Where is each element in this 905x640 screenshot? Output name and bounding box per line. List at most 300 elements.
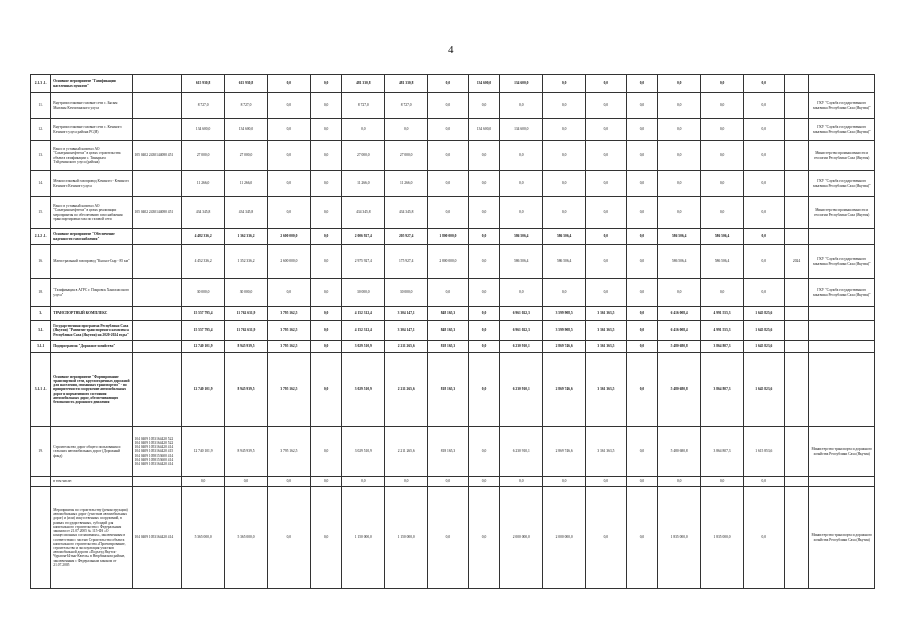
- amount-cell: 0,0: [658, 279, 701, 307]
- amount-cell: 0,0: [658, 75, 701, 93]
- amount-cell: 818 165,3: [428, 341, 469, 353]
- amount-cell: 1 645 823,6: [744, 341, 785, 353]
- amount-cell: 434 345,8: [225, 197, 268, 229]
- amount-cell: 3 361 363,5: [586, 307, 627, 321]
- amount-cell: 0,0: [310, 229, 342, 245]
- table-row: [31, 229, 875, 245]
- amount-cell: 11 762 631,9: [225, 321, 268, 341]
- amount-cell: 1 352 336,2: [225, 245, 268, 279]
- executor-cell: [809, 477, 875, 487]
- amount-cell: 0,0: [500, 93, 543, 119]
- amount-cell: 175 927,4: [385, 245, 428, 279]
- amount-cell: 3 029 510,9: [342, 353, 385, 427]
- amount-cell: 2024: [784, 245, 809, 279]
- amount-cell: 2 869 746,6: [543, 341, 586, 353]
- budget-code-cell: [132, 477, 182, 487]
- amount-cell: 2 211 265,6: [385, 427, 428, 477]
- amount-cell: 0,0: [586, 477, 627, 487]
- table-row: [31, 321, 875, 341]
- amount-cell: 0,0: [626, 487, 658, 589]
- amount-cell: [784, 197, 809, 229]
- amount-cell: 0,0: [385, 119, 428, 141]
- amount-cell: 0,0: [701, 171, 744, 197]
- amount-cell: 0,0: [468, 321, 500, 341]
- amount-cell: 134 600,0: [500, 75, 543, 93]
- table-row: [31, 197, 875, 229]
- amount-cell: 848 165,3: [428, 307, 469, 321]
- amount-cell: 1 150 000,0: [385, 487, 428, 589]
- row-number-cell: 12.: [31, 119, 51, 141]
- description-cell: Межпоселковый газопровод Кэчинэгэ - Кэчинэгэ Кэчинэгэ Кэчинэгэ улуса: [51, 171, 132, 197]
- table-row: [31, 171, 875, 197]
- amount-cell: 3 304 147,1: [385, 307, 428, 321]
- table-row: [31, 141, 875, 171]
- amount-cell: 15 557 795,4: [182, 307, 225, 321]
- amount-cell: 0,0: [310, 321, 342, 341]
- description-cell: Основное мероприятие "Обеспечение надежности газоснабжения": [51, 229, 132, 245]
- amount-cell: 3 795 162,5: [267, 341, 310, 353]
- amount-cell: 0,0: [626, 229, 658, 245]
- amount-cell: 4 991 555,3: [701, 307, 744, 321]
- amount-cell: 0,0: [500, 141, 543, 171]
- amount-cell: 27 000,0: [342, 141, 385, 171]
- amount-cell: 8 727,0: [342, 93, 385, 119]
- amount-cell: 0,0: [385, 477, 428, 487]
- amount-cell: 134 600,0: [225, 119, 268, 141]
- amount-cell: 1 150 000,0: [342, 487, 385, 589]
- amount-cell: 3 795 162,5: [267, 353, 310, 427]
- table-row: [31, 119, 875, 141]
- amount-cell: 3 599 908,5: [543, 321, 586, 341]
- budget-code-cell: [132, 93, 182, 119]
- amount-cell: 6 230 910,1: [500, 427, 543, 477]
- amount-cell: 5 365 000,0: [225, 487, 268, 589]
- amount-cell: 6 961 022,3: [500, 307, 543, 321]
- amount-cell: 30 000,0: [385, 279, 428, 307]
- description-cell: Мероприятия по строительству (реконструкции) автомобильных дорог (участков автомобильных дорог) и (или) искусственных сооружений, в рамках государственных, субсидий для капитального строительства с Федеральным законом от 21.07.2005 № 115-ФЗ «О концессионных соглашениях», заключенным в соответствии с частью Строительство объекта капитального строительства «Проектирование, строительство и эксплуатация участков автомобильной дороги «Подъезд Якутск-Чурапча-Ытык-Кюель» в Нюрбинском районе, заключенным с Федеральным законом от 21.07.2005: [51, 487, 132, 589]
- amount-cell: 0,0: [428, 93, 469, 119]
- amount-cell: 586 506,4: [500, 245, 543, 279]
- amount-cell: 0,0: [428, 119, 469, 141]
- amount-cell: 6 416 008,4: [658, 321, 701, 341]
- amount-cell: 586 506,4: [701, 229, 744, 245]
- amount-cell: 3 795 162,5: [267, 307, 310, 321]
- amount-cell: 0,0: [626, 279, 658, 307]
- row-number-cell: 11.: [31, 93, 51, 119]
- table-row: [31, 307, 875, 321]
- page-number: 4: [448, 44, 454, 56]
- amount-cell: 0,0: [310, 279, 342, 307]
- amount-cell: 3 864 807,3: [701, 353, 744, 427]
- row-number-cell: [31, 487, 51, 589]
- description-cell: Взнос в уставный капитал АО "Сахатранснефтегаз" в целях реализации мероприятия по обеспечению газоснабжения транспортировки газа по газовой сети: [51, 197, 132, 229]
- amount-cell: 586 506,4: [701, 245, 744, 279]
- amount-cell: 2 869 746,6: [543, 427, 586, 477]
- amount-cell: 0,0: [267, 279, 310, 307]
- row-number-cell: 19.: [31, 427, 51, 477]
- amount-cell: 8 945 939,5: [225, 341, 268, 353]
- amount-cell: 0,0: [658, 141, 701, 171]
- amount-cell: [784, 341, 809, 353]
- budget-code-cell: 105 0402 2430144080 451: [132, 141, 182, 171]
- amount-cell: 3 029 510,9: [342, 427, 385, 477]
- amount-cell: [784, 477, 809, 487]
- amount-cell: 0,0: [658, 477, 701, 487]
- amount-cell: 3 361 363,5: [586, 353, 627, 427]
- amount-cell: 0,0: [658, 171, 701, 197]
- amount-cell: 0,0: [701, 93, 744, 119]
- amount-cell: 0,0: [658, 197, 701, 229]
- description-cell: Основное мероприятие "Формирование транспортной сети, круглогодичных дорожной для населения, связанных транспортом" - по приоритетности сооружение автомобильных дорог и нормативного состояния автомобильных дорог, обеспечивающих безопасность дорожного движения: [51, 353, 132, 427]
- amount-cell: 0,0: [342, 477, 385, 487]
- amount-cell: 0,0: [428, 141, 469, 171]
- table-row: [31, 75, 875, 93]
- budget-code-cell: 104 0409 1053164420 414: [132, 487, 182, 589]
- amount-cell: 0,0: [310, 119, 342, 141]
- amount-cell: 0,0: [468, 307, 500, 321]
- description-cell: ТРАНСПОРТНЫЙ КОМПЛЕКС: [51, 307, 132, 321]
- amount-cell: 134 600,0: [468, 119, 500, 141]
- amount-cell: 2 006 927,4: [342, 229, 385, 245]
- row-number-cell: 3.1.: [31, 321, 51, 341]
- amount-cell: [784, 307, 809, 321]
- amount-cell: 0,0: [626, 119, 658, 141]
- amount-cell: 0,0: [658, 93, 701, 119]
- table-row: [31, 245, 875, 279]
- amount-cell: 0,0: [744, 197, 785, 229]
- amount-cell: [784, 229, 809, 245]
- amount-cell: 8 945 939,5: [225, 353, 268, 427]
- amount-cell: 6 230 910,1: [500, 341, 543, 353]
- amount-cell: 1 645 823,6: [744, 353, 785, 427]
- amount-cell: 586 506,4: [500, 229, 543, 245]
- amount-cell: 848 165,3: [428, 321, 469, 341]
- amount-cell: 1 835 000,0: [701, 487, 744, 589]
- amount-cell: 0,0: [744, 119, 785, 141]
- amount-cell: 134 600,0: [468, 75, 500, 93]
- executor-cell: ГКУ "Служба государственного заказчика Республики Саха (Якутия)": [809, 279, 875, 307]
- amount-cell: 0,0: [468, 229, 500, 245]
- amount-cell: 6 416 008,4: [658, 307, 701, 321]
- amount-cell: 5 480 680,8: [658, 353, 701, 427]
- row-number-cell: [31, 477, 51, 487]
- table-row: [31, 487, 875, 589]
- row-number-cell: 3.1.1: [31, 341, 51, 353]
- executor-cell: Министерство транспорта и дорожного хозяйства Республики Саха (Якутия): [809, 427, 875, 477]
- amount-cell: 4 991 555,3: [701, 321, 744, 341]
- row-number-cell: 14.: [31, 171, 51, 197]
- row-number-cell: 2.1.2 .1.: [31, 229, 51, 245]
- amount-cell: 3 795 162,5: [267, 427, 310, 477]
- amount-cell: 11 266,0: [225, 171, 268, 197]
- amount-cell: 434 345,8: [385, 197, 428, 229]
- row-number-cell: 15.: [31, 197, 51, 229]
- executor-cell: Министерство транспорта и дорожного хозяйства Республики Саха (Якутия): [809, 487, 875, 589]
- row-number-cell: 2.1.3 .1.: [31, 75, 51, 93]
- amount-cell: 15 557 795,4: [182, 321, 225, 341]
- amount-cell: 4 452 336,2: [182, 245, 225, 279]
- amount-cell: 0,0: [626, 75, 658, 93]
- amount-cell: 0,0: [543, 93, 586, 119]
- amount-cell: 8 945 939,5: [225, 427, 268, 477]
- amount-cell: 0,0: [701, 119, 744, 141]
- description-cell: "Газификация в АГРС г. Покровск Хангаласского улуса": [51, 279, 132, 307]
- amount-cell: 0,0: [744, 245, 785, 279]
- amount-cell: 6 230 910,1: [500, 353, 543, 427]
- amount-cell: 3 795 162,5: [267, 321, 310, 341]
- amount-cell: 0,0: [701, 75, 744, 93]
- amount-cell: 12 740 101,9: [182, 353, 225, 427]
- amount-cell: [784, 321, 809, 341]
- amount-cell: 0,0: [267, 487, 310, 589]
- budget-table: [30, 74, 875, 589]
- amount-cell: 0,0: [342, 119, 385, 141]
- executor-cell: [809, 307, 875, 321]
- amount-cell: 0,0: [428, 279, 469, 307]
- amount-cell: 0,0: [310, 427, 342, 477]
- amount-cell: 3 304 147,1: [385, 321, 428, 341]
- budget-code-cell: 105 0402 2430144080 451: [132, 197, 182, 229]
- executor-cell: [809, 229, 875, 245]
- amount-cell: 27 000,0: [225, 141, 268, 171]
- amount-cell: 0,0: [626, 321, 658, 341]
- amount-cell: 0,0: [500, 279, 543, 307]
- amount-cell: 27 000,0: [182, 141, 225, 171]
- amount-cell: 0,0: [267, 171, 310, 197]
- executor-cell: ГКУ "Служба государственного заказчика Республики Саха (Якутия)": [809, 245, 875, 279]
- amount-cell: 0,0: [701, 197, 744, 229]
- amount-cell: 2 869 746,6: [543, 353, 586, 427]
- amount-cell: 0,0: [586, 487, 627, 589]
- description-cell: Подпрограмма "Дорожное хозяйство": [51, 341, 132, 353]
- amount-cell: 0,0: [310, 341, 342, 353]
- budget-code-cell: [132, 75, 182, 93]
- amount-cell: [784, 279, 809, 307]
- amount-cell: 3 361 363,5: [586, 341, 627, 353]
- amount-cell: 0,0: [468, 427, 500, 477]
- amount-cell: [784, 75, 809, 93]
- amount-cell: 2 211 265,6: [385, 341, 428, 353]
- amount-cell: 0,0: [310, 141, 342, 171]
- amount-cell: 2 211 265,6: [385, 353, 428, 427]
- amount-cell: 0,0: [626, 171, 658, 197]
- amount-cell: 0,0: [586, 171, 627, 197]
- row-number-cell: 3.1.1 .1.: [31, 353, 51, 427]
- description-cell: Государственная программа Республики Саха (Якутия) "Развитие транспортного комплекса Республики Саха (Якутия) на 2020-2024 годы": [51, 321, 132, 341]
- amount-cell: 586 506,4: [658, 229, 701, 245]
- amount-cell: 0,0: [428, 75, 469, 93]
- amount-cell: 0,0: [744, 75, 785, 93]
- amount-cell: 27 000,0: [385, 141, 428, 171]
- executor-cell: ГКУ "Служба государственного заказчика Республики Саха (Якутия)": [809, 171, 875, 197]
- amount-cell: 0,0: [310, 197, 342, 229]
- amount-cell: 0,0: [500, 197, 543, 229]
- amount-cell: 1 645 825,6: [744, 321, 785, 341]
- table-row: [31, 341, 875, 353]
- amount-cell: 0,0: [468, 93, 500, 119]
- amount-cell: 0,0: [310, 245, 342, 279]
- amount-cell: 586 506,4: [658, 245, 701, 279]
- amount-cell: 0,0: [744, 141, 785, 171]
- amount-cell: 0,0: [543, 171, 586, 197]
- amount-cell: 2 000 000,0: [543, 487, 586, 589]
- amount-cell: 0,0: [586, 245, 627, 279]
- description-cell: Взнос в уставный капитал АО "Сахатранснефтегаз" в целях строительства объекта газификации с. Тинырыга Тэйдэчинского улуса (района): [51, 141, 132, 171]
- amount-cell: 0,0: [701, 477, 744, 487]
- amount-cell: 0,0: [744, 93, 785, 119]
- amount-cell: 1 645 825,6: [744, 307, 785, 321]
- amount-cell: 12 740 101,9: [182, 427, 225, 477]
- executor-cell: ГКУ "Служба государственного заказчика Республики Саха (Якутия)": [809, 119, 875, 141]
- amount-cell: 1 615 853,6: [744, 427, 785, 477]
- amount-cell: 0,0: [468, 141, 500, 171]
- amount-cell: 0,0: [267, 141, 310, 171]
- amount-cell: 0,0: [310, 171, 342, 197]
- amount-cell: 0,0: [744, 229, 785, 245]
- amount-cell: 1 835 000,0: [658, 487, 701, 589]
- amount-cell: 0,0: [543, 141, 586, 171]
- amount-cell: 2 975 927,4: [342, 245, 385, 279]
- amount-cell: 0,0: [586, 197, 627, 229]
- amount-cell: 4 152 312,4: [342, 321, 385, 341]
- amount-cell: 30 000,0: [182, 279, 225, 307]
- description-cell: Основное мероприятие "Газификация населенных пунктов": [51, 75, 132, 93]
- amount-cell: 3 029 510,9: [342, 341, 385, 353]
- amount-cell: 0,0: [626, 353, 658, 427]
- executor-cell: [809, 341, 875, 353]
- budget-code-cell: [132, 245, 182, 279]
- amount-cell: 0,0: [428, 171, 469, 197]
- amount-cell: 30 000,0: [225, 279, 268, 307]
- amount-cell: 0,0: [701, 141, 744, 171]
- amount-cell: 481 330,8: [385, 75, 428, 93]
- amount-cell: 8 727,0: [182, 93, 225, 119]
- amount-cell: 0,0: [267, 75, 310, 93]
- amount-cell: 5 480 680,8: [658, 427, 701, 477]
- budget-code-cell: [132, 229, 182, 245]
- amount-cell: 205 927,4: [385, 229, 428, 245]
- amount-cell: 3 361 363,5: [586, 321, 627, 341]
- amount-cell: [784, 171, 809, 197]
- amount-cell: 0,0: [468, 341, 500, 353]
- amount-cell: 4 482 336,2: [182, 229, 225, 245]
- amount-cell: [784, 427, 809, 477]
- amount-cell: [784, 487, 809, 589]
- amount-cell: 8 727,0: [225, 93, 268, 119]
- row-number-cell: 13.: [31, 141, 51, 171]
- row-number-cell: 18.: [31, 279, 51, 307]
- executor-cell: [809, 321, 875, 341]
- amount-cell: 0,0: [626, 93, 658, 119]
- amount-cell: 0,0: [468, 197, 500, 229]
- amount-cell: 5 365 000,0: [182, 487, 225, 589]
- amount-cell: 0,0: [586, 141, 627, 171]
- amount-cell: 0,0: [586, 119, 627, 141]
- amount-cell: 11 266,0: [385, 171, 428, 197]
- amount-cell: 6 961 022,3: [500, 321, 543, 341]
- executor-cell: [809, 353, 875, 427]
- amount-cell: 0,0: [586, 229, 627, 245]
- description-cell: Внутрипоселковые газовые сети с. Кэчинэгэ Кэчинэгэ улуса района РС(Я): [51, 119, 132, 141]
- budget-code-cell: [132, 307, 182, 321]
- amount-cell: 0,0: [626, 245, 658, 279]
- amount-cell: 586 506,4: [543, 245, 586, 279]
- amount-cell: 0,0: [468, 477, 500, 487]
- amount-cell: 134 600,0: [182, 119, 225, 141]
- amount-cell: 0,0: [586, 279, 627, 307]
- amount-cell: 0,0: [310, 307, 342, 321]
- amount-cell: 3 599 908,5: [543, 307, 586, 321]
- amount-cell: [784, 141, 809, 171]
- amount-cell: 481 330,8: [342, 75, 385, 93]
- amount-cell: 2 000 000,0: [500, 487, 543, 589]
- amount-cell: 0,0: [310, 75, 342, 93]
- budget-code-cell: [132, 321, 182, 341]
- amount-cell: 818 165,3: [428, 427, 469, 477]
- table-row: [31, 427, 875, 477]
- amount-cell: 615 930,8: [182, 75, 225, 93]
- amount-cell: 0,0: [586, 93, 627, 119]
- description-cell: Внутрипоселковые газовые сети с. Бясым Мытаны Кэччатанского улуса: [51, 93, 132, 119]
- row-number-cell: 16.: [31, 245, 51, 279]
- amount-cell: 3 361 363,5: [586, 427, 627, 477]
- budget-code-cell: [132, 171, 182, 197]
- table-row: [31, 279, 875, 307]
- executor-cell: Министерство промышленности и геологии Республики Саха (Якутия): [809, 141, 875, 171]
- amount-cell: 11 266,0: [342, 171, 385, 197]
- description-cell: в том числе:: [51, 477, 132, 487]
- amount-cell: 12 740 101,9: [182, 341, 225, 353]
- executor-cell: [809, 75, 875, 93]
- amount-cell: 818 165,3: [428, 353, 469, 427]
- amount-cell: 8 727,0: [385, 93, 428, 119]
- amount-cell: 0,0: [182, 477, 225, 487]
- amount-cell: 0,0: [428, 487, 469, 589]
- executor-cell: ГКУ "Служба государственного заказчика Республики Саха (Якутия)": [809, 93, 875, 119]
- amount-cell: 0,0: [543, 279, 586, 307]
- amount-cell: 0,0: [267, 477, 310, 487]
- amount-cell: 0,0: [267, 119, 310, 141]
- amount-cell: 5 480 680,8: [658, 341, 701, 353]
- amount-cell: 4 152 312,4: [342, 307, 385, 321]
- amount-cell: [784, 119, 809, 141]
- amount-cell: 0,0: [267, 93, 310, 119]
- amount-cell: 0,0: [225, 477, 268, 487]
- amount-cell: [784, 93, 809, 119]
- amount-cell: 0,0: [500, 477, 543, 487]
- amount-cell: 0,0: [468, 279, 500, 307]
- amount-cell: [784, 353, 809, 427]
- amount-cell: 0,0: [586, 75, 627, 93]
- amount-cell: 0,0: [626, 341, 658, 353]
- budget-code-cell: 104 0409 1053164420 522 104 0409 1053164420 522 104 0409 1053164420 414 104 0409 1053164420 415 104 0409 1058153600 414 104 0409 1058153600 414 104 0409 1053164420 414: [132, 427, 182, 477]
- amount-cell: 0,0: [428, 477, 469, 487]
- description-cell: Строительство дорог общего пользования и сельских автомобильных дорог (Дорожный фонд): [51, 427, 132, 477]
- amount-cell: 0,0: [310, 93, 342, 119]
- amount-cell: 0,0: [543, 119, 586, 141]
- amount-cell: 0,0: [267, 197, 310, 229]
- budget-code-cell: [132, 279, 182, 307]
- amount-cell: 0,0: [543, 75, 586, 93]
- amount-cell: 0,0: [543, 477, 586, 487]
- amount-cell: 0,0: [744, 171, 785, 197]
- amount-cell: 0,0: [658, 119, 701, 141]
- amount-cell: 586 506,4: [543, 229, 586, 245]
- amount-cell: 2 600 000,0: [267, 245, 310, 279]
- amount-cell: 0,0: [744, 279, 785, 307]
- amount-cell: 2 600 000,0: [267, 229, 310, 245]
- amount-cell: 0,0: [468, 487, 500, 589]
